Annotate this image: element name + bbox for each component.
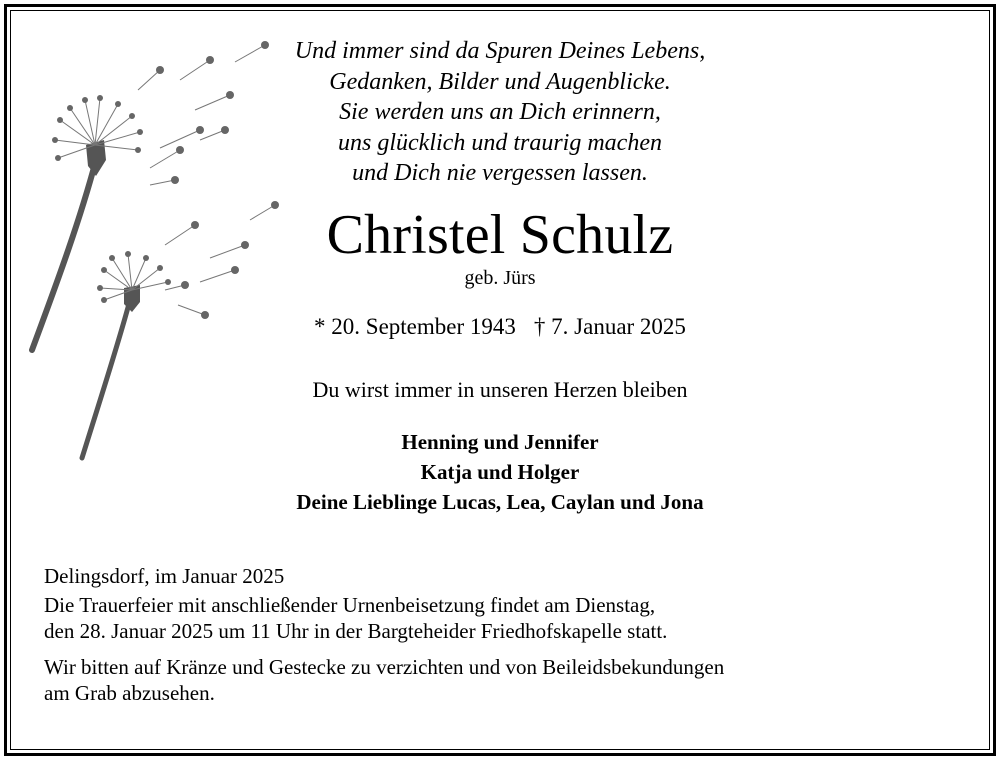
request-line: am Grab abzusehen.	[44, 681, 215, 705]
maiden-name: geb. Jürs	[464, 267, 536, 289]
mourner-line: Katja und Holger	[420, 460, 580, 484]
verse	[0, 36, 1000, 189]
deceased-name: Christel Schulz	[326, 204, 674, 266]
verse-line: und Dich nie vergessen lassen.	[352, 160, 648, 186]
death-date: † 7. Januar 2025	[533, 314, 686, 339]
ceremony-line: Die Trauerfeier mit anschließender Urnenbeisetzung findet am Dienstag,	[44, 593, 656, 617]
ceremony-info	[44, 592, 944, 644]
condolence-request	[44, 654, 944, 706]
request-line: Wir bitten auf Kränze und Gestecke zu verzichten und von Beileidsbekundungen	[44, 655, 725, 679]
birth-date: * 20. September 1943	[314, 314, 516, 339]
verse-line: Gedanken, Bilder und Augenblicke.	[329, 68, 671, 95]
remembrance-line: Du wirst immer in unseren Herzen bleiben	[312, 377, 688, 402]
mourners	[0, 427, 1000, 517]
mourner-line: Henning und Jennifer	[401, 430, 599, 454]
life-dates	[0, 312, 1000, 342]
verse-line: Sie werden uns an Dich erinnern,	[339, 99, 661, 125]
footer-notice	[44, 563, 944, 706]
mourner-line: Deine Lieblinge Lucas, Lea, Caylan und Jona	[296, 490, 704, 514]
verse-line: Und immer sind da Spuren Deines Lebens,	[294, 38, 706, 64]
place-date: Delingsdorf, im Januar 2025	[44, 564, 285, 588]
verse-line: uns glücklich und traurig machen	[338, 129, 662, 156]
ceremony-line: den 28. Januar 2025 um 11 Uhr in der Bargteheider Friedhofskapelle statt.	[44, 619, 668, 643]
